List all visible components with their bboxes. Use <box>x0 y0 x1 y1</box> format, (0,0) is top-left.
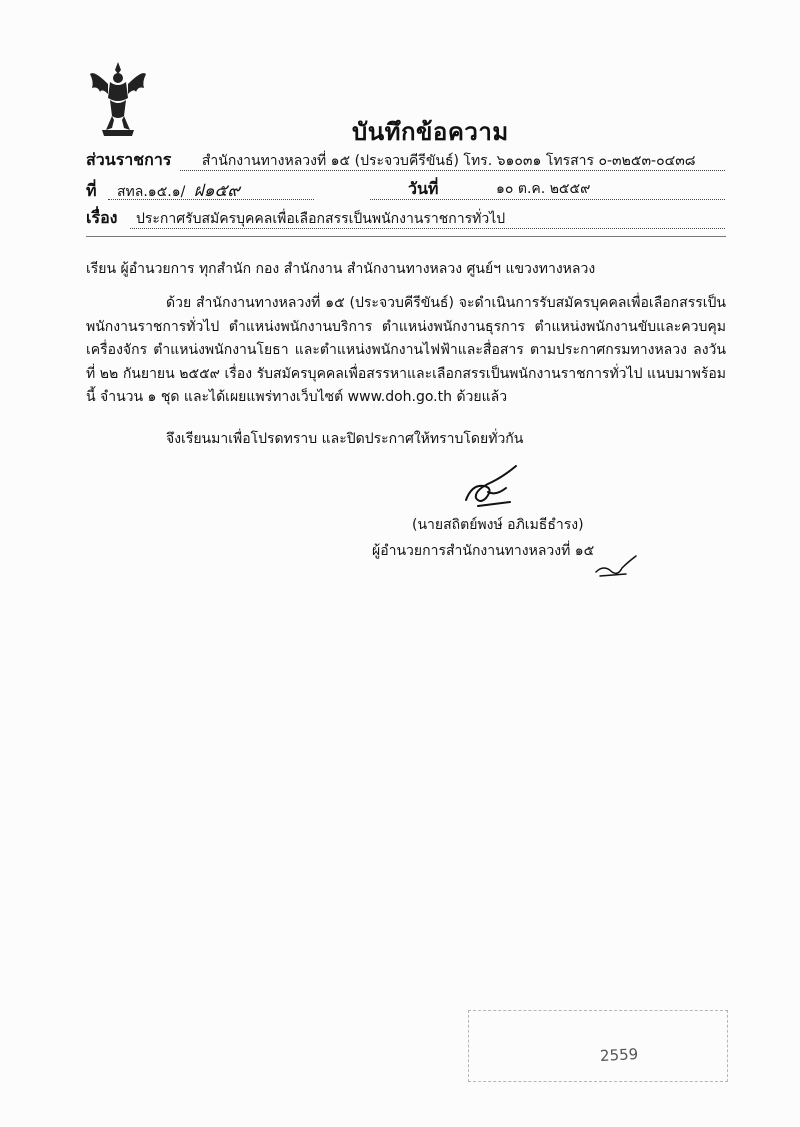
initials-icon <box>592 552 642 580</box>
stamp-year: 2559 <box>599 1045 639 1065</box>
body-paragraph-main: ด้วย สำนักงานทางหลวงที่ ๑๕ (ประจวบคีรีขันธ์) จะดำเนินการรับสมัครบุคคลเพื่อเลือกสรรเป็นพนักงานราชการทั่วไป ตำแหน่งพนักงานบริการ ตำแหน่งพนักงานธุรการ ตำแหน่งพนักงานขับและควบคุมเครื่องจักร ตำแหน่งพนักงานโยธา และตำแหน่งพนักงานไฟฟ้าและสื่อสาร ตามประกาศกรมทางหลวง ลงวันที่ ๒๒ กันยายน ๒๕๕๙ เรื่อง รับสมัครบุคคลเพื่อสรรหาและเลือกสรรเป็นพนักงานราชการทั่วไป แนบมาพร้อมนี้ จำนวน ๑ ชุด และได้เผยแพร่ทางเว็บไซต์ www.doh.go.th ด้วยแล้ว <box>86 295 726 405</box>
date-label: วันที่ <box>408 179 439 198</box>
body-paragraph-closing: จึงเรียนมาเพื่อโปรดทราบ และปิดประกาศให้ทราบโดยทั่วกัน <box>166 431 524 447</box>
signature-icon <box>458 462 528 512</box>
subject-underline <box>130 228 725 229</box>
memo-title: บันทึกข้อความ <box>352 118 509 146</box>
reference-label: ที่ <box>86 181 97 200</box>
garuda-emblem-icon <box>88 60 148 138</box>
date-underline <box>370 199 725 200</box>
header-divider <box>86 236 726 237</box>
reference-value: สทล.๑๕.๑/ <box>117 184 186 200</box>
receipt-stamp <box>468 1010 728 1082</box>
department-value: สำนักงานทางหลวงที่ ๑๕ (ประจวบคีรีขันธ์) โทร. ๖๑๐๓๑ โทรสาร ๐-๓๒๕๓-๐๔๓๘ <box>201 153 696 169</box>
salutation: เรียน ผู้อำนวยการ ทุกสำนัก กอง สำนักงาน สำนักงานทางหลวง ศูนย์ฯ แขวงทางหลวง <box>86 261 596 277</box>
department-underline <box>180 170 725 171</box>
date-value: ๑๐ ต.ค. ๒๕๕๙ <box>496 181 591 197</box>
signer-position: ผู้อำนวยการสำนักงานทางหลวงที่ ๑๕ <box>372 543 595 559</box>
subject-value: ประกาศรับสมัครบุคคลเพื่อเลือกสรรเป็นพนักงานราชการทั่วไป <box>135 211 506 227</box>
subject-label: เรื่อง <box>86 208 118 227</box>
signer-name: (นายสถิตย์พงษ์ อภิเมธีธำรง) <box>412 517 584 533</box>
reference-handwritten-number: ฝ๑๕๙ <box>193 181 240 201</box>
department-label: ส่วนราชการ <box>86 150 172 169</box>
reference-underline <box>108 199 314 200</box>
